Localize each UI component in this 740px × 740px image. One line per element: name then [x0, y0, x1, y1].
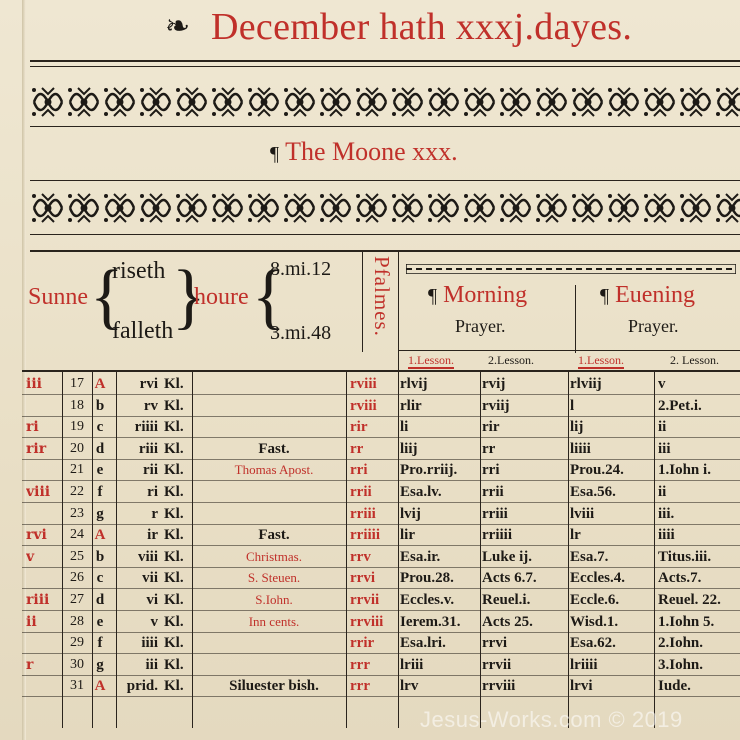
morning-lesson-2: Acts 25. [482, 613, 533, 630]
morning-lesson-1: rlvij [400, 376, 428, 392]
fleuron-icon: ❧ [165, 10, 191, 43]
morning-lesson-2: Luke ij. [482, 548, 533, 565]
morning-lesson-2: Acts 6.7. [482, 570, 537, 587]
moon-heading-text: The Moone xxx. [285, 137, 458, 166]
kalends-count: ri [147, 484, 158, 500]
calendar-row [22, 567, 740, 589]
ornament-band-bottom [30, 188, 740, 228]
day-of-month: 19 [70, 419, 84, 435]
rule [30, 66, 740, 67]
morning-lesson-2: rir [482, 419, 500, 436]
dominical-letter: A [94, 376, 106, 392]
day-of-month: 24 [70, 527, 84, 543]
dominical-letter: g [96, 656, 104, 673]
golden-number [26, 632, 54, 654]
dominical-letter: e [96, 462, 104, 479]
psalm-number: rrii [350, 484, 372, 500]
morning-lesson-2: rviij [482, 397, 510, 414]
pilcrow-icon: ¶ [600, 285, 610, 307]
golden-number: r [26, 656, 34, 673]
kalends-label: Kl. [164, 484, 184, 500]
morning-lesson-2: rriiii [482, 527, 512, 544]
dominical-letter: g [96, 505, 104, 522]
calendar-row [22, 416, 740, 438]
row-rule [22, 696, 740, 697]
morning-lesson-1: Esa.lv. [400, 484, 442, 500]
golden-number [26, 503, 54, 525]
calendar-row [22, 503, 740, 525]
rule [362, 252, 363, 352]
feast-name [194, 654, 354, 676]
houre-label: houre [194, 284, 249, 310]
rule [30, 250, 740, 252]
golden-number: viii [26, 484, 51, 500]
morning-lesson-1: liij [400, 440, 418, 457]
psalm-number: rrv [350, 548, 371, 565]
calendar-row [22, 373, 740, 395]
evening-lesson-1: lriiii [570, 656, 598, 673]
kalends-count: rii [143, 462, 158, 479]
morning-lesson-2: rrvi [482, 635, 507, 652]
evening-lesson-2: ii [658, 484, 667, 500]
psalm-number: rviii [350, 397, 377, 414]
kalends-count: riii [138, 440, 158, 457]
rule [30, 60, 740, 62]
kalends-count: iii [145, 656, 158, 673]
psalm-number: rri [350, 462, 368, 479]
falleth-label: falleth [112, 318, 174, 344]
morning-lesson-2: rrvii [482, 656, 512, 673]
calendar-row [22, 395, 740, 417]
dominical-letter: A [94, 678, 106, 695]
calendar-row [22, 524, 740, 546]
calendar-row [22, 654, 740, 676]
psalm-number: rviii [350, 376, 377, 392]
kalends-count: iiii [141, 635, 158, 652]
evening-lesson-2: 2.Iohn. [658, 635, 704, 652]
dominical-letter: e [96, 613, 104, 630]
dominical-letter: c [96, 419, 104, 436]
evening-lesson-2: iii. [658, 505, 675, 522]
psalms-label: Pfalmes. [370, 256, 394, 337]
rule [575, 285, 576, 353]
kalends-label: Kl. [164, 570, 184, 587]
calendar-row [22, 675, 740, 697]
day-of-month: 23 [70, 505, 84, 521]
evening-lesson-1: lij [570, 419, 584, 436]
morning-lesson-2: rri [482, 462, 500, 479]
calendar-row [22, 632, 740, 654]
rule [398, 252, 399, 372]
kalends-count: vii [142, 570, 158, 587]
dominical-letter: d [95, 440, 105, 457]
evening-lesson-1: Esa.7. [570, 548, 609, 565]
morning-heading-text: Morning [443, 282, 528, 308]
sunne-label: Sunne [28, 284, 88, 310]
evening-lesson-2: iiii [658, 527, 675, 544]
chain-ornament [406, 264, 736, 274]
evening-lesson-2: Iude. [658, 678, 691, 695]
moon-heading [270, 132, 570, 172]
morning-lesson-1: Esa.ir. [400, 548, 441, 565]
psalm-number: rriiii [350, 527, 380, 544]
kalends-label: Kl. [164, 397, 184, 414]
rule [30, 234, 740, 235]
golden-number: iii [26, 376, 42, 392]
lesson-heading-1 [408, 353, 454, 368]
day-of-month: 25 [70, 548, 84, 564]
evening-lesson-2: ii [658, 419, 667, 436]
golden-number: rvi [26, 527, 47, 544]
day-of-month: 18 [70, 397, 84, 413]
feast-name: Fast. [258, 440, 290, 457]
feast-name [194, 416, 354, 438]
brace-icon: { [90, 256, 124, 337]
kalends-count: r [151, 505, 158, 522]
morning-lesson-1: rlir [400, 397, 422, 414]
psalm-number: rrviii [350, 613, 384, 630]
golden-number: ii [26, 613, 37, 630]
psalm-number: rrvi [350, 570, 375, 587]
golden-number [26, 675, 54, 697]
evening-lesson-2: Reuel. 22. [658, 592, 721, 608]
kalends-count: vi [146, 592, 158, 608]
morning-lesson-2: rriii [482, 505, 508, 522]
lesson-heading-2: 2.Lesson. [488, 353, 534, 367]
rule [398, 350, 740, 351]
sunset-time: 3.mi.48 [270, 322, 332, 344]
kalends-label: Kl. [164, 548, 184, 565]
morning-lesson-2: rrviii [482, 678, 516, 695]
calendar-row [22, 481, 740, 503]
day-of-month: 30 [70, 656, 84, 672]
golden-number: ri [26, 419, 39, 436]
kalends-label: Kl. [164, 376, 184, 392]
calendar-row [22, 611, 740, 633]
kalends-count: ir [147, 527, 158, 544]
kalends-label: Kl. [164, 527, 184, 544]
dominical-letter: c [96, 570, 104, 587]
dominical-letter: f [97, 635, 103, 652]
morning-lesson-1: Prou.28. [400, 570, 454, 587]
morning-lesson-1: Pro.rriij. [400, 462, 458, 479]
day-of-month: 20 [70, 440, 84, 456]
calendar-row [22, 589, 740, 611]
rule [30, 180, 740, 181]
kalends-label: Kl. [164, 656, 184, 673]
kalends-label: Kl. [164, 419, 184, 436]
evening-lesson-2: Acts.7. [658, 570, 702, 587]
morning-lesson-1: Esa.lri. [400, 635, 446, 652]
watermark-text: Jesus-Works.com © 2019 [420, 707, 683, 732]
evening-lesson-1: Esa.62. [570, 635, 616, 652]
day-of-month: 17 [70, 376, 84, 391]
feast-name: Thomas Apost. [234, 462, 314, 478]
kalends-label: Kl. [164, 440, 184, 457]
brace-icon: } [172, 256, 206, 337]
morning-heading [428, 282, 527, 309]
day-of-month: 22 [70, 484, 84, 499]
evening-lesson-2: 2.Pet.i. [658, 397, 702, 414]
day-of-month: 21 [70, 462, 84, 478]
evening-sub: Prayer. [628, 316, 679, 336]
lesson-heading-text: 1.Lesson. [578, 353, 624, 367]
feast-name: Fast. [258, 527, 290, 544]
lesson-heading-3 [578, 353, 624, 368]
morning-lesson-2: rr [482, 440, 496, 457]
morning-lesson-1: lriii [400, 656, 424, 673]
psalm-number: rr [350, 440, 364, 457]
psalm-number: rrir [350, 635, 375, 652]
kalends-count: rvi [139, 376, 158, 392]
evening-lesson-1: lrvi [570, 678, 593, 695]
calendar-row [22, 438, 740, 460]
evening-lesson-2: 1.Iohn i. [658, 462, 711, 479]
calendar-row [22, 546, 740, 568]
feast-name: Siluester bish. [229, 678, 319, 695]
feast-name [194, 481, 354, 503]
ornament-band-top [30, 82, 740, 122]
dominical-letter: b [95, 548, 105, 565]
psalm-number: rir [350, 419, 368, 436]
evening-lesson-2: 3.Iohn. [658, 656, 704, 673]
lesson-heading-4: 2. Lesson. [670, 353, 719, 367]
golden-number: rir [26, 440, 47, 457]
feast-name: S. Steuen. [247, 570, 301, 586]
evening-lesson-1: Eccle.6. [570, 592, 620, 608]
kalends-label: Kl. [164, 592, 184, 608]
lesson-heading-text: 1.Lesson. [408, 353, 454, 367]
morning-lesson-2: rvij [482, 376, 506, 392]
evening-heading-text: Euening [615, 282, 696, 308]
evening-lesson-1: rlviij [570, 376, 602, 392]
pilcrow-icon: ¶ [428, 285, 438, 307]
morning-lesson-2: Reuel.i. [482, 592, 531, 608]
evening-lesson-1: Esa.56. [570, 484, 616, 500]
evening-lesson-1: Prou.24. [570, 462, 624, 479]
feast-name: S.Iohn. [255, 592, 293, 607]
evening-lesson-1: Wisd.1. [570, 613, 619, 630]
kalends-label: Kl. [164, 613, 184, 630]
golden-number [26, 395, 54, 417]
golden-number: v [26, 548, 35, 565]
kalends-count: riiii [134, 419, 158, 436]
feast-name [194, 503, 354, 525]
month-title [165, 2, 685, 52]
evening-lesson-2: v [658, 376, 666, 392]
riseth-label: riseth [112, 258, 166, 284]
evening-lesson-2: iii [658, 440, 671, 457]
evening-lesson-1: l [570, 397, 575, 414]
morning-sub: Prayer. [455, 316, 506, 336]
morning-lesson-1: Ierem.31. [400, 613, 461, 630]
feast-name: Inn cents. [248, 613, 300, 629]
day-of-month: 31 [70, 678, 84, 694]
dominical-letter: b [95, 397, 105, 414]
kalends-count: rv [143, 397, 158, 414]
dominical-letter: A [94, 527, 106, 544]
calendar-row [22, 459, 740, 481]
day-of-month: 26 [70, 570, 84, 586]
kalends-count: v [150, 613, 158, 630]
golden-number [26, 567, 54, 589]
morning-lesson-1: lrv [400, 678, 419, 695]
evening-lesson-2: Titus.iii. [658, 548, 712, 565]
psalm-number: rrr [350, 656, 370, 673]
morning-lesson-1: Eccles.v. [400, 592, 455, 608]
morning-lesson-2: rrii [482, 484, 504, 500]
rule [22, 370, 740, 372]
brace-icon: { [252, 256, 286, 337]
golden-number [26, 459, 54, 481]
evening-lesson-1: Eccles.4. [570, 570, 625, 587]
kalends-count: viii [137, 548, 158, 565]
morning-lesson-1: li [400, 419, 409, 436]
morning-lesson-1: lir [400, 527, 415, 544]
day-of-month: 27 [70, 592, 84, 607]
day-of-month: 29 [70, 635, 84, 651]
feast-name [194, 632, 354, 654]
feast-name: Christmas. [246, 548, 302, 564]
kalends-count: prid. [126, 678, 158, 695]
feast-name [194, 395, 354, 417]
rule [30, 126, 740, 127]
evening-lesson-2: 1.Iohn 5. [658, 613, 715, 630]
morning-lesson-1: lvij [400, 505, 421, 522]
day-of-month: 28 [70, 613, 84, 629]
dominical-letter: f [97, 484, 103, 500]
pilcrow-icon: ¶ [270, 143, 280, 165]
kalends-label: Kl. [164, 635, 184, 652]
evening-lesson-1: lr [570, 527, 581, 544]
psalm-number: rrvii [350, 592, 380, 608]
golden-number: riii [26, 592, 50, 608]
sunrise-time: 8.mi.12 [270, 258, 332, 280]
kalends-label: Kl. [164, 505, 184, 522]
kalends-label: Kl. [164, 462, 184, 479]
kalends-label: Kl. [164, 678, 184, 695]
evening-lesson-1: liiii [570, 440, 591, 457]
evening-heading [600, 282, 695, 309]
psalm-number: rrr [350, 678, 370, 695]
month-title-text: December hath xxxj.dayes. [211, 6, 633, 48]
feast-name [194, 373, 354, 395]
dominical-letter: d [95, 592, 105, 608]
psalm-number: rriii [350, 505, 376, 522]
evening-lesson-1: lviii [570, 505, 595, 522]
